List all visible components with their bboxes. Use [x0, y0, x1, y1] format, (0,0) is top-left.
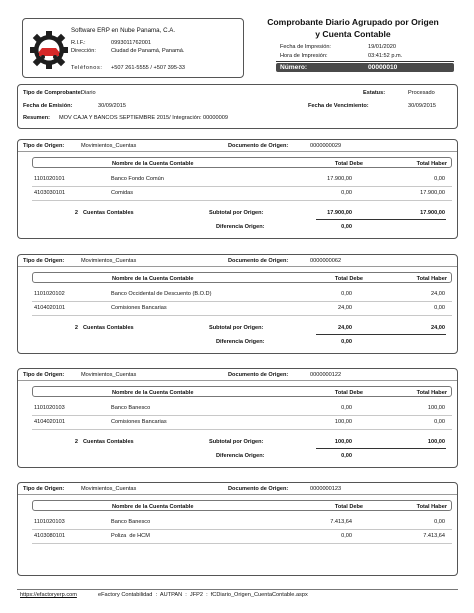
- origin-type-value: Movimientos_Cuentas: [81, 258, 137, 264]
- table-row: [18, 405, 457, 414]
- subtotal-divider: [316, 448, 446, 449]
- origin-type-label: Tipo de Origen:: [23, 486, 65, 492]
- voucher-type-label: Tipo de Comprobante:: [23, 90, 83, 96]
- accounts-suffix: Cuentas Contables: [83, 325, 134, 331]
- phone-value: +507 261-5555 / +507 395-33: [111, 65, 186, 71]
- subtotal-debit: 24,00: [338, 325, 352, 331]
- account-name: Banco Occidental de Descuento (B.O.D): [111, 291, 212, 297]
- col-total-debit: Total Debe: [334, 390, 363, 396]
- origin-doc-value: 0000000122: [310, 372, 342, 378]
- account-debit: 7.413,64: [330, 519, 352, 525]
- print-date-value: 19/01/2020: [368, 44, 396, 50]
- title-divider: [276, 61, 454, 62]
- number-value: 00000010: [368, 63, 398, 71]
- phone-label: Teléfonos:: [71, 65, 103, 71]
- origin-type-label: Tipo de Origen:: [23, 372, 65, 378]
- row-divider: [32, 429, 452, 430]
- account-name: Banco Banesco: [111, 405, 151, 411]
- subtotal-credit: 24,00: [431, 325, 445, 331]
- origin-type-value: Movimientos_Cuentas: [81, 143, 137, 149]
- col-total-debit: Total Debe: [334, 161, 363, 167]
- address-label: Dirección:: [71, 48, 96, 54]
- account-debit: 0,00: [341, 291, 352, 297]
- difference-label: Diferencia Origen:: [216, 453, 265, 459]
- print-date-label: Fecha de Impresión:: [280, 44, 331, 50]
- row-divider: [32, 415, 452, 416]
- origin-divider: [18, 494, 457, 495]
- col-total-credit: Total Haber: [416, 504, 447, 510]
- account-debit: 100,00: [334, 419, 352, 425]
- status-label: Estatus:: [363, 90, 386, 96]
- voucher-header-box: [17, 84, 458, 129]
- subtotal-label: Subtotal por Origen:: [209, 210, 264, 216]
- table-row: [18, 176, 457, 185]
- origin-type-label: Tipo de Origen:: [23, 258, 65, 264]
- difference-value: 0,00: [341, 224, 352, 230]
- account-code: 4103080101: [34, 533, 66, 539]
- account-name: Comidas: [111, 190, 134, 196]
- origin-divider: [18, 380, 457, 381]
- table-row: [18, 419, 457, 428]
- row-divider: [32, 315, 452, 316]
- company-name: Software ERP en Nube Panama, C.A.: [71, 27, 176, 34]
- account-code: 1101020101: [34, 176, 65, 182]
- row-divider: [32, 529, 452, 530]
- number-bar: [276, 63, 454, 72]
- difference-label: Diferencia Origen:: [216, 224, 265, 230]
- origin-doc-label: Documento de Origen:: [228, 143, 289, 149]
- due-date-label: Fecha de Vencimiento:: [308, 103, 369, 109]
- subtotal-label: Subtotal por Origen:: [209, 439, 264, 445]
- table-header: [32, 272, 452, 283]
- account-credit: 0,00: [434, 176, 445, 182]
- col-account-name: Nombre de la Cuenta Contable: [112, 161, 194, 167]
- accounts-suffix: Cuentas Contables: [83, 210, 134, 216]
- account-name: Poliza de HCM: [111, 533, 150, 539]
- subtotal-divider: [316, 219, 446, 220]
- rif-label: R.I.F.:: [71, 40, 86, 46]
- account-credit: 24,00: [431, 291, 445, 297]
- account-count: 2: [74, 439, 78, 445]
- account-debit: 17.900,00: [327, 176, 352, 182]
- origin-divider: [18, 151, 457, 152]
- footer-url-link[interactable]: https://efactoryerp.com: [20, 592, 77, 598]
- summary-label: Resumen:: [23, 115, 51, 121]
- account-count: 2: [74, 325, 78, 331]
- account-code: 4104020101: [34, 419, 66, 425]
- voucher-type-value: Diario: [81, 90, 96, 96]
- account-credit: 0,00: [434, 519, 445, 525]
- address-value: Ciudad de Panamá, Panamá.: [111, 48, 185, 54]
- table-row: [18, 519, 457, 528]
- table-row: [18, 533, 457, 542]
- table-row: [18, 190, 457, 199]
- due-date-value: 30/09/2015: [408, 103, 436, 109]
- table-header: [32, 500, 452, 511]
- origin-type-value: Movimientos_Cuentas: [81, 372, 137, 378]
- subtotal-debit: 17.900,00: [327, 210, 352, 216]
- col-account-name: Nombre de la Cuenta Contable: [112, 276, 194, 282]
- table-header: [32, 157, 452, 168]
- account-code: 1101020102: [34, 291, 65, 297]
- rif-value: 0993011762001: [111, 40, 152, 46]
- account-name: Banco Banesco: [111, 519, 151, 525]
- number-label: Número:: [280, 63, 308, 71]
- report-title-line1: Comprobante Diario Agrupado por Origen: [267, 17, 439, 27]
- origin-doc-label: Documento de Origen:: [228, 372, 289, 378]
- account-credit: 17.900,00: [420, 190, 445, 196]
- origin-doc-value: 0000000123: [310, 486, 342, 492]
- account-credit: 0,00: [434, 305, 445, 311]
- account-debit: 0,00: [341, 405, 352, 411]
- account-name: Comisiones Bancarias: [111, 305, 167, 311]
- col-total-debit: Total Debe: [334, 504, 363, 510]
- subtotal-credit: 17.900,00: [420, 210, 445, 216]
- table-row: [18, 305, 457, 314]
- row-divider: [32, 301, 452, 302]
- table-header: [32, 386, 452, 397]
- row-divider: [32, 543, 452, 544]
- origin-group: [17, 254, 458, 354]
- account-name: Banco Fondo Común: [111, 176, 164, 182]
- account-debit: 0,00: [341, 533, 352, 539]
- col-total-debit: Total Debe: [334, 276, 363, 282]
- company-logo: [29, 30, 69, 70]
- report-title-line2: y Cuenta Contable: [315, 29, 391, 39]
- account-credit: 7.413,64: [423, 533, 445, 539]
- origin-doc-label: Documento de Origen:: [228, 486, 289, 492]
- status-value: Procesado: [408, 90, 435, 96]
- print-time-value: 03:41:52 p.m.: [368, 53, 403, 59]
- difference-value: 0,00: [341, 339, 352, 345]
- footer-path: eFactory Contabilidad : AUTPAN : JFP2 : fCDiario_Origen_CuentaContable.aspx: [98, 592, 308, 598]
- origin-doc-value: 0000000062: [310, 258, 342, 264]
- difference-value: 0,00: [341, 453, 352, 459]
- col-total-credit: Total Haber: [416, 390, 447, 396]
- table-row: [18, 291, 457, 300]
- difference-label: Diferencia Origen:: [216, 339, 265, 345]
- subtotal-debit: 100,00: [334, 439, 352, 445]
- row-divider: [32, 200, 452, 201]
- subtotal-credit: 100,00: [427, 439, 445, 445]
- row-divider: [32, 186, 452, 187]
- account-name: Comisiones Bancarias: [111, 419, 167, 425]
- account-code: 4104020101: [34, 305, 66, 311]
- subtotal-divider: [316, 334, 446, 335]
- account-credit: 100,00: [427, 405, 445, 411]
- issue-date-value: 30/09/2015: [98, 103, 126, 109]
- col-account-name: Nombre de la Cuenta Contable: [112, 504, 194, 510]
- summary-value: MOV CAJA Y BANCOS SEPTIEMBRE 2015/ Integración: 00000009: [59, 115, 228, 121]
- origin-divider: [18, 266, 457, 267]
- col-account-name: Nombre de la Cuenta Contable: [112, 390, 194, 396]
- account-code: 1101020103: [34, 519, 65, 525]
- col-total-credit: Total Haber: [416, 276, 447, 282]
- subtotal-label: Subtotal por Origen:: [209, 325, 264, 331]
- origin-doc-value: 0000000029: [310, 143, 342, 149]
- account-count: 2: [74, 210, 78, 216]
- col-total-credit: Total Haber: [416, 161, 447, 167]
- origin-group: [17, 482, 458, 576]
- company-box: [22, 18, 244, 78]
- accounts-suffix: Cuentas Contables: [83, 439, 134, 445]
- account-debit: 0,00: [341, 190, 352, 196]
- origin-type-value: Movimientos_Cuentas: [81, 486, 137, 492]
- origin-doc-label: Documento de Origen:: [228, 258, 289, 264]
- issue-date-label: Fecha de Emisión:: [23, 103, 73, 109]
- print-time-label: Hora de Impresión:: [280, 53, 328, 59]
- origin-group: [17, 368, 458, 468]
- origin-type-label: Tipo de Origen:: [23, 143, 65, 149]
- origin-group: [17, 139, 458, 239]
- account-debit: 24,00: [338, 305, 352, 311]
- footer-divider: [17, 589, 458, 590]
- account-credit: 0,00: [434, 419, 445, 425]
- account-code: 4103030101: [34, 190, 66, 196]
- account-code: 1101020103: [34, 405, 65, 411]
